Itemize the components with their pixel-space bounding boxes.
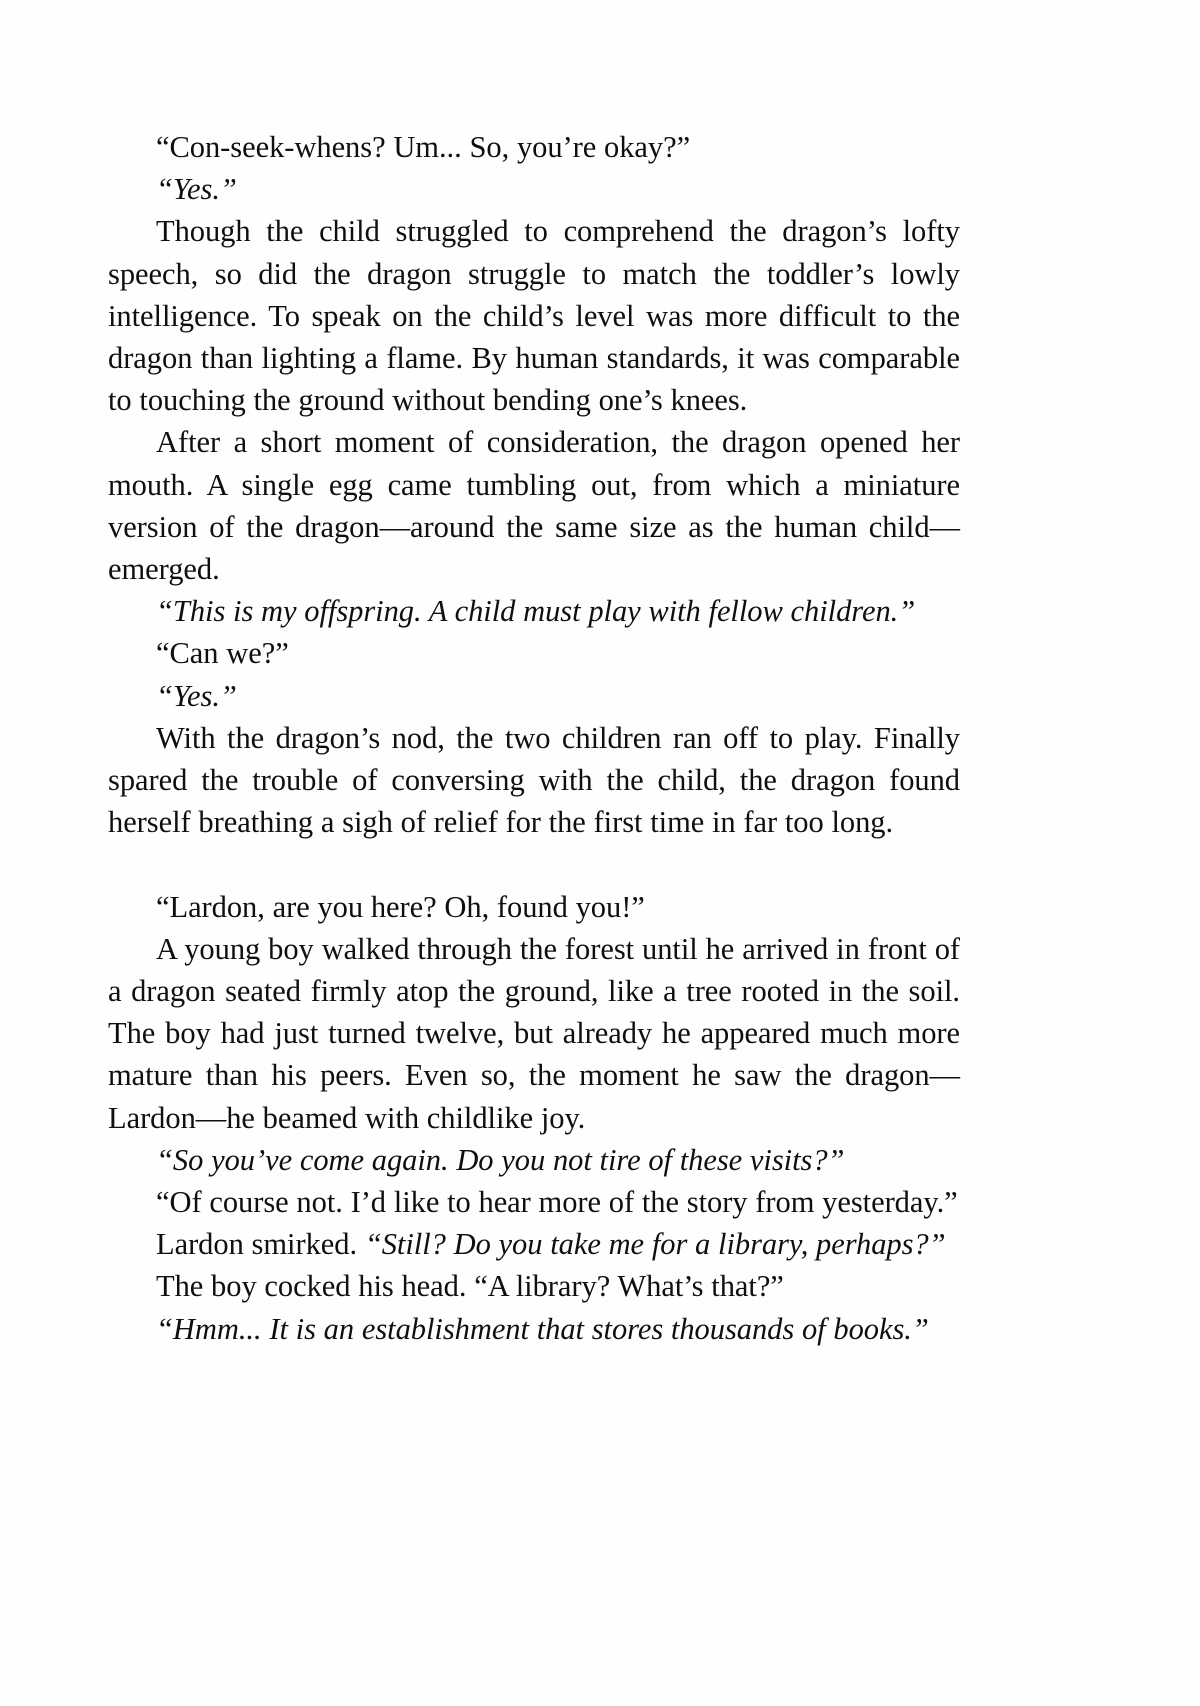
paragraph-b14 (108, 1265, 960, 1307)
paragraph-b8 (108, 717, 960, 844)
paragraph-b3 (108, 210, 960, 421)
text-column (108, 126, 960, 1350)
paragraph-b10 (108, 928, 960, 1139)
paragraph-text: Though the child struggled to comprehend the dragon’s lofty speech, so did the dragon struggle to match the toddler’s lowly intelligence. To speak on the child’s level was more difficult to the dragon than lighting a flame. By human standards, it was comparable to touching the ground without bending one’s knees. (108, 214, 960, 418)
paragraph-text: A young boy walked through the forest until he arrived in front of a dragon seated firmly atop the ground, like a tree rooted in the soil. The boy had just turned twelve, but already he appeared much more mature than his peers. Even so, the moment he saw the dragon—Lardon—he beamed with childlike joy. (108, 931, 960, 1135)
paragraph-text: With the dragon’s nod, the two children ran off to play. Finally spared the trouble of conversing with the child, the dragon found herself breathing a sigh of relief for the first time in far too long. (108, 720, 960, 840)
paragraph-b4 (108, 421, 960, 590)
paragraph-text: After a short moment of consideration, the dragon opened her mouth. A single egg came tumbling out, from which a miniature version of the dragon—around the same size as the human child—emerged. (108, 425, 960, 587)
scene-break (108, 843, 960, 885)
paragraph-b13 (108, 1223, 960, 1265)
paragraph-b9 (108, 886, 960, 928)
paragraph-b2 (108, 168, 960, 210)
paragraph-text: “Yes.” (156, 172, 237, 207)
paragraph-text: “Hmm... It is an establishment that stores thousands of books.” (156, 1311, 929, 1346)
paragraph-text: “Con-seek-whens? Um... So, you’re okay?” (156, 130, 691, 164)
paragraph-b12 (108, 1181, 960, 1223)
paragraph-b5 (108, 590, 960, 632)
paragraph-text: “Of course not. I’d like to hear more of the story from yesterday.” (156, 1185, 958, 1220)
paragraph-text: “Yes.” (156, 678, 237, 713)
text-run-2: “Still? Do you take me for a library, perhaps?” (364, 1227, 946, 1262)
paragraph-text: The boy cocked his head. “A library? What’s that?” (156, 1269, 784, 1304)
paragraph-text: “Lardon, are you here? Oh, found you!” (156, 889, 645, 924)
paragraph-b15 (108, 1308, 960, 1350)
text-run-1: Lardon smirked. (156, 1227, 365, 1262)
paragraph-text: “This is my offspring. A child must play with fellow children.” (156, 594, 916, 629)
paragraph-text: “So you’ve come again. Do you not tire of these visits?” (156, 1142, 845, 1177)
paragraph-text: “Can we?” (156, 636, 289, 671)
paragraph-b7 (108, 675, 960, 717)
paragraph-b1 (108, 126, 960, 168)
paragraph-b11 (108, 1139, 960, 1181)
paragraph-b6 (108, 632, 960, 674)
